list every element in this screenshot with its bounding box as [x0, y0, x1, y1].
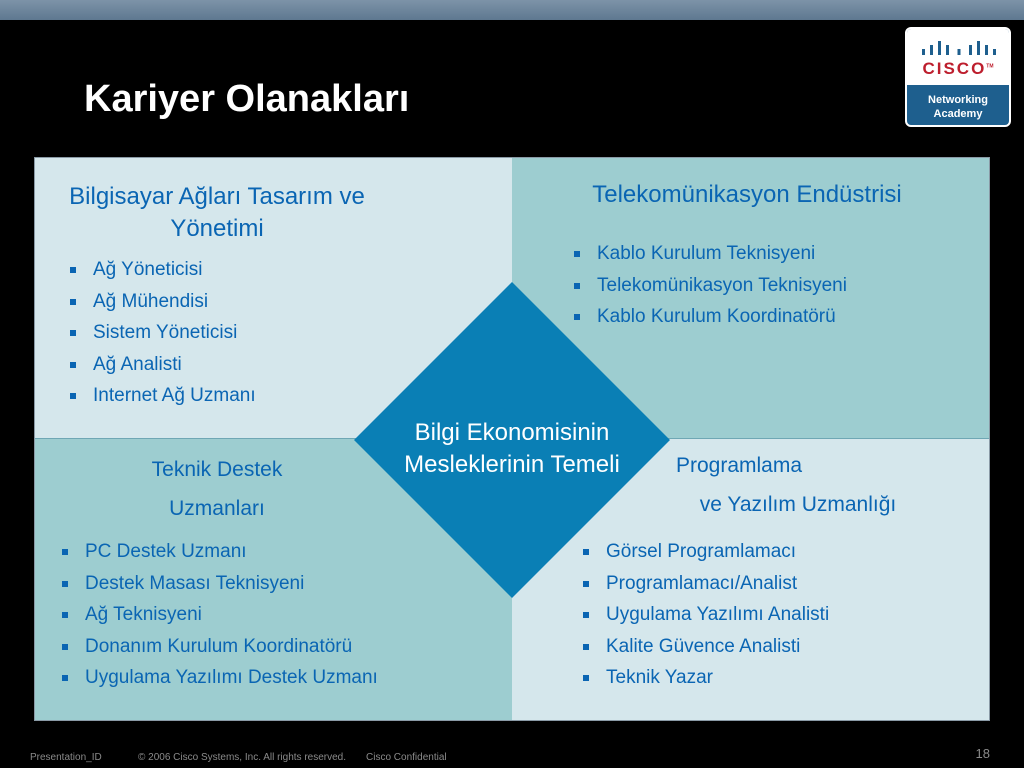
list-item: Uygulama Yazılımı Analisti	[581, 599, 829, 631]
list-item: Ağ Yöneticisi	[68, 254, 256, 286]
footer-confidential: Cisco Confidential	[366, 752, 447, 763]
footer-copyright: © 2006 Cisco Systems, Inc. All rights reserved.	[138, 752, 347, 763]
list-item: Teknik Yazar	[581, 662, 829, 694]
logo-line-academy: Academy	[933, 108, 983, 120]
logo-white-area	[907, 29, 1009, 85]
quadrant-title-line: Yönetimi	[170, 215, 264, 242]
list-item: Ağ Teknisyeni	[60, 599, 378, 631]
list-item: Telekomünikasyon Teknisyeni	[572, 270, 847, 302]
quadrant-title-line: Programlama	[675, 454, 803, 477]
list-item: Sistem Yöneticisi	[68, 317, 256, 349]
list-item: Görsel Programlamacı	[581, 536, 829, 568]
list-item: Kablo Kurulum Teknisyeni	[572, 238, 847, 270]
quadrant-title-network-design	[34, 181, 400, 245]
list-item: Kalite Güvence Analisti	[581, 631, 829, 663]
list-item: PC Destek Uzmanı	[60, 536, 378, 568]
center-text-line: Bilgi Ekonomisinin	[414, 419, 610, 446]
logo-subtitle	[907, 93, 1009, 121]
center-diamond-text	[372, 417, 652, 481]
list-item: Kablo Kurulum Koordinatörü	[572, 301, 847, 333]
logo-line-networking: Networking	[928, 94, 988, 106]
center-text-line: Mesleklerinin Temeli	[404, 451, 620, 478]
quadrant-title-line: ve Yazılım Uzmanlığı	[699, 493, 897, 516]
trademark-mark: TM	[986, 63, 994, 70]
quadrant-title-line: Telekomünikasyon Endüstrisi	[592, 181, 902, 208]
cisco-wordmark-text: CISCO	[922, 59, 987, 78]
cisco-networking-academy-logo	[905, 27, 1011, 127]
quadrant-title-line: Bilgisayar Ağları Tasarım ve	[69, 183, 365, 210]
cisco-wordmark	[907, 59, 1009, 79]
list-network-design	[68, 254, 256, 412]
footer-presentation-id: Presentation_ID	[30, 752, 102, 763]
slide-title: Kariyer Olanakları	[84, 78, 410, 120]
quadrant-title-telecom	[512, 179, 982, 211]
list-item: Programlamacı/Analist	[581, 568, 829, 600]
list-item: Ağ Analisti	[68, 349, 256, 381]
page-number: 18	[975, 746, 990, 761]
quadrant-title-line: Teknik Destek	[151, 458, 283, 481]
top-bar	[0, 0, 1024, 20]
list-item: Internet Ağ Uzmanı	[68, 380, 256, 412]
list-item: Ağ Mühendisi	[68, 286, 256, 318]
list-item: Donanım Kurulum Koordinatörü	[60, 631, 378, 663]
quadrant-title-line: Uzmanları	[169, 497, 265, 520]
cisco-bridge-icon	[921, 39, 997, 59]
list-tech-support	[60, 536, 378, 694]
quadrant-title-programming	[628, 446, 968, 524]
quadrant-title-tech-support	[34, 450, 400, 528]
list-item: Uygulama Yazılımı Destek Uzmanı	[60, 662, 378, 694]
list-item: Destek Masası Teknisyeni	[60, 568, 378, 600]
